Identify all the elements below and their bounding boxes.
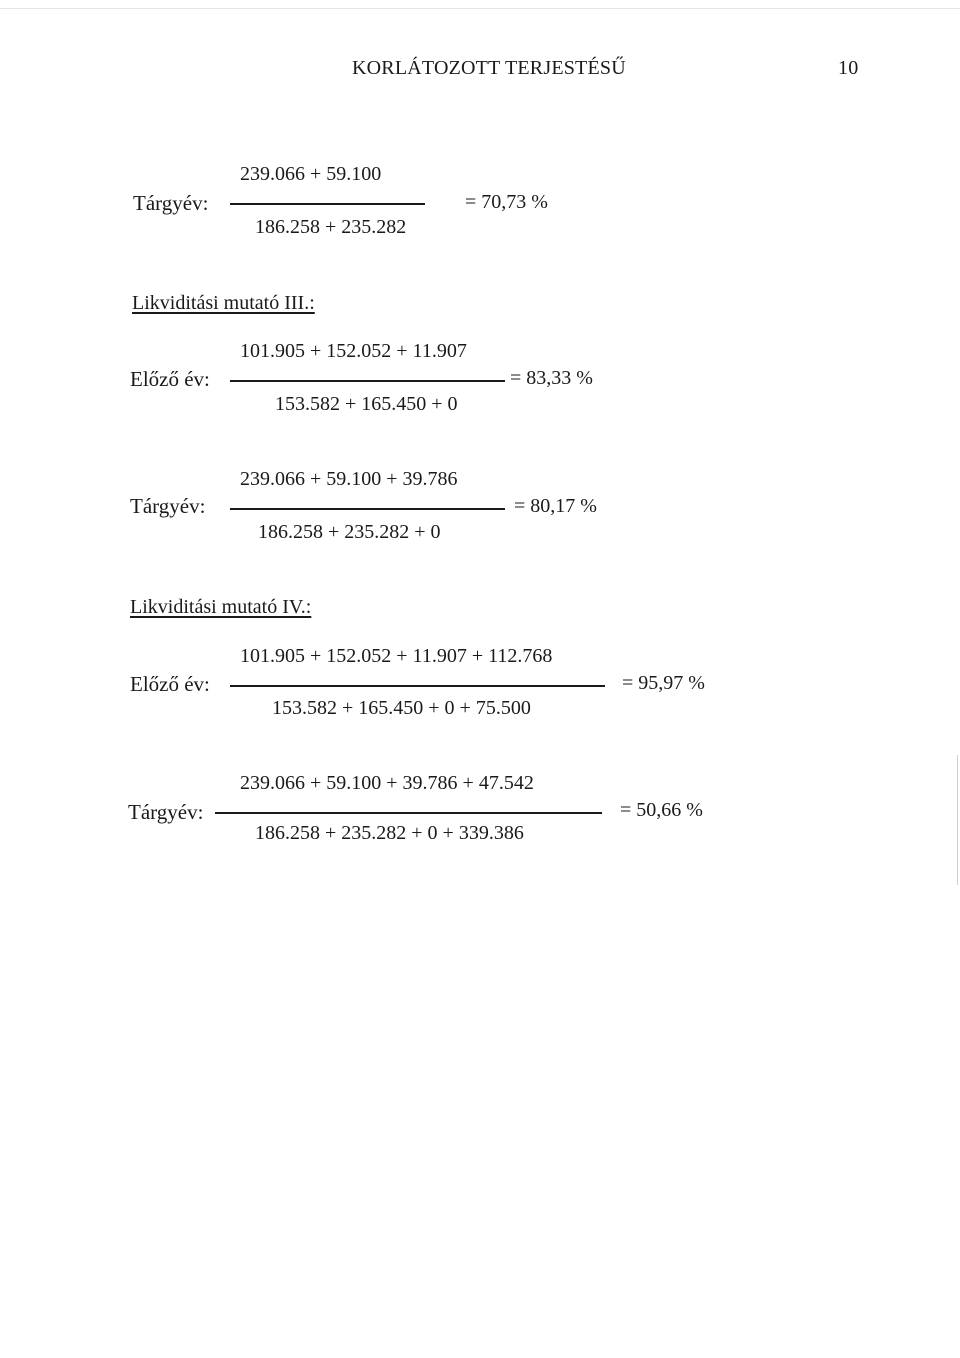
formula-result: = 50,66 % [620,799,703,821]
formula-result: = 83,33 % [510,367,593,389]
formula-label: Tárgyév: [128,800,204,824]
formula-label: Tárgyév: [133,191,209,215]
fraction-bar [230,380,505,382]
fraction-bar [230,685,605,687]
formula-numerator: 101.905 + 152.052 + 11.907 + 112.768 [240,645,553,667]
fraction-bar [230,203,425,205]
formula-numerator: 239.066 + 59.100 + 39.786 [240,468,458,490]
formula-denominator: 186.258 + 235.282 + 0 [258,521,441,543]
fraction-bar [215,812,602,814]
formula-denominator: 153.582 + 165.450 + 0 [275,393,458,415]
formula-numerator: 239.066 + 59.100 [240,163,382,185]
formula-numerator: 239.066 + 59.100 + 39.786 + 47.542 [240,772,534,794]
formula-label: Előző év: [130,672,210,696]
scan-right-edge [957,755,958,885]
formula-denominator: 153.582 + 165.450 + 0 + 75.500 [272,697,531,719]
formula-numerator: 101.905 + 152.052 + 11.907 [240,340,467,362]
page-number: 10 [838,57,859,79]
section-title-liquidity-4: Likviditási mutató IV.: [130,596,312,618]
formula-denominator: 186.258 + 235.282 [255,216,407,238]
document-header-title: KORLÁTOZOTT TERJESTÉSŰ [352,57,626,79]
formula-denominator: 186.258 + 235.282 + 0 + 339.386 [255,822,524,844]
scan-top-edge [0,8,960,9]
formula-result: = 95,97 % [622,672,705,694]
formula-label: Előző év: [130,367,210,391]
formula-result: = 70,73 % [465,191,548,213]
formula-label: Tárgyév: [130,494,206,518]
formula-result: = 80,17 % [514,495,597,517]
fraction-bar [230,508,505,510]
section-title-liquidity-3: Likviditási mutató III.: [132,292,315,314]
